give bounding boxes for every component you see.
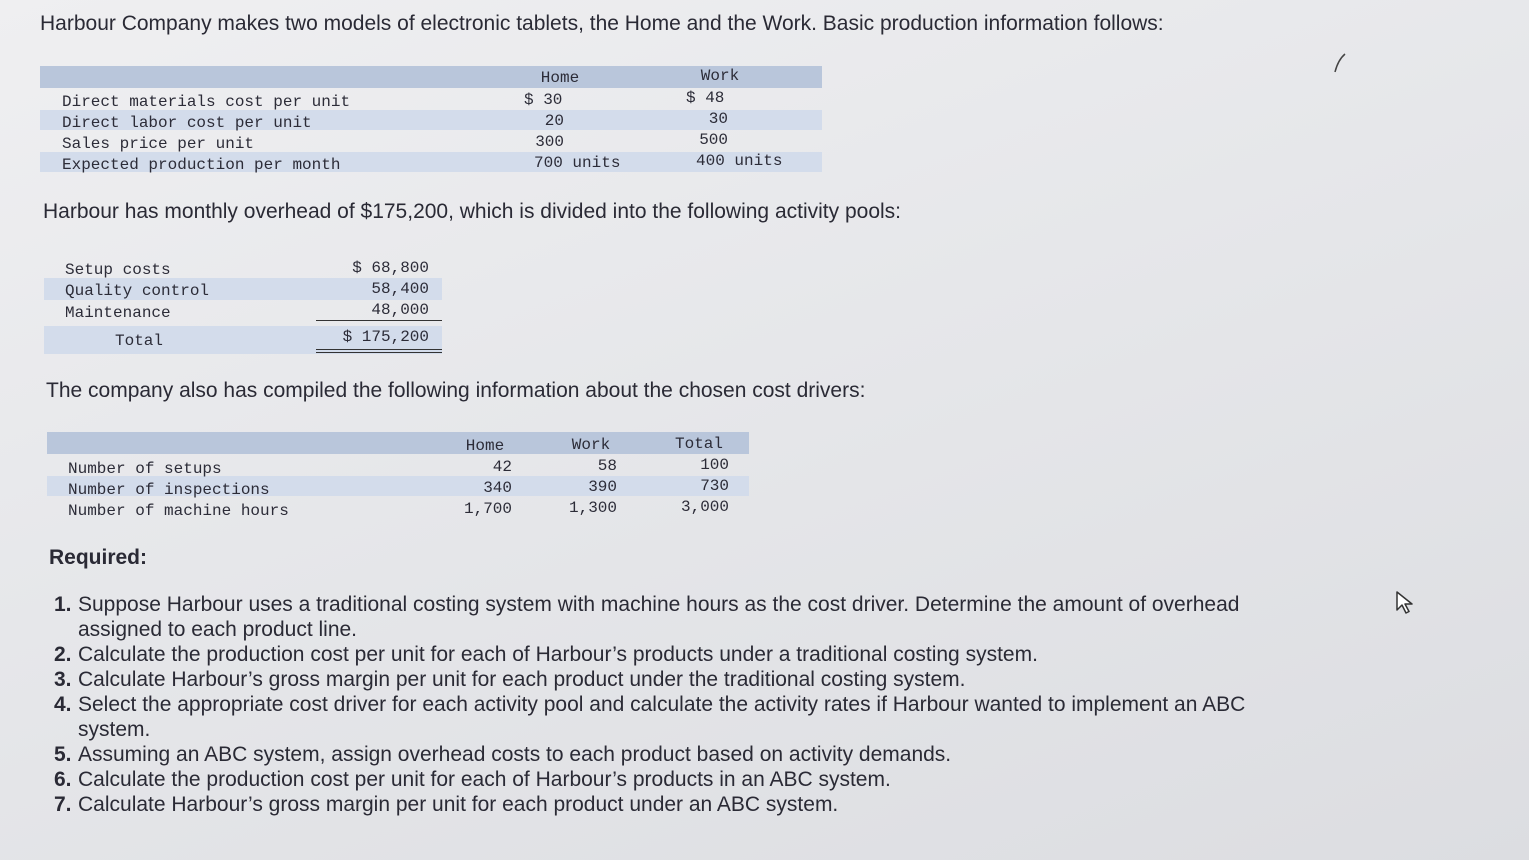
intro-text: Harbour Company makes two models of electronic tablets, the Home and the Work. Basic production information follows: [40,12,1164,35]
overhead-text: Harbour has monthly overhead of $175,200, which is divided into the following activity pools: [43,200,901,223]
cost-drivers-table [47,432,749,522]
required-list [54,592,1314,817]
work-value: 30 [708,110,728,128]
pool-label: Setup costs [65,261,171,279]
item-text: Calculate the production cost per unit for each of Harbour’s products under a traditional costing system. [78,643,1038,666]
work-value: 390 [588,478,617,496]
column-header-home: Home [540,69,580,87]
pool-label: Quality control [65,282,210,300]
total-value: 3,000 [680,498,729,516]
home-value: 42 [492,458,512,476]
home-value: 1,700 [463,500,512,518]
home-value: 20 [544,112,564,130]
item-number: 3. [54,668,72,691]
home-value: 700 units [534,154,621,172]
row-label: Number of setups [68,460,222,478]
list-item [54,792,1314,817]
total-value: 730 [700,477,729,495]
row-label: Sales price per unit [62,135,255,153]
pool-value: 58,400 [371,280,429,298]
list-item [54,742,1314,767]
drivers-text: The company also has compiled the following information about the chosen cost drivers: [46,379,866,402]
item-number: 7. [54,793,72,816]
total-double-rule [316,352,442,353]
pool-label: Maintenance [65,304,171,322]
row-label: Number of inspections [68,481,270,499]
required-heading: Required: [49,546,148,569]
column-header-work: Work [700,67,740,85]
work-value: 58 [597,457,617,475]
pen-mark-icon [1332,52,1348,81]
column-header-work: Work [571,436,611,454]
item-number: 1. [54,593,72,616]
item-number: 5. [54,743,72,766]
subtotal-rule [316,320,442,321]
pool-total-value: $ 175,200 [342,328,429,346]
mouse-pointer-icon [1395,590,1417,621]
row-label: Direct materials cost per unit [62,93,351,111]
home-value: 300 [535,133,564,151]
total-double-rule [316,349,442,350]
row-label: Direct labor cost per unit [62,114,312,132]
list-item [54,692,1314,742]
total-value: 100 [700,456,729,474]
work-value: 1,300 [568,499,617,517]
list-item [54,667,1314,692]
item-text: Calculate the production cost per unit for each of Harbour’s products in an ABC system. [78,768,891,791]
production-table [40,66,822,174]
row-label: Expected production per month [62,156,341,174]
pool-value: $ 68,800 [352,259,429,277]
pool-total-label: Total [115,332,164,350]
list-item [54,642,1314,667]
pool-value: 48,000 [371,301,429,319]
work-value: 400 units [696,152,783,170]
list-item [54,767,1314,792]
item-text: Calculate Harbour’s gross margin per unit for each product under the traditional costing system. [78,668,966,691]
item-text: Calculate Harbour’s gross margin per unit for each product under an ABC system. [78,793,839,816]
item-text: Suppose Harbour uses a traditional costing system with machine hours as the cost driver. Determine the amount of overhead assigned to each product line. [78,593,1240,641]
column-header-total: Total [674,435,723,453]
work-value: $ 48 [686,89,725,107]
drivers-table-header-bar [47,432,749,454]
home-value: 340 [483,479,512,497]
item-text: Assuming an ABC system, assign overhead costs to each product based on activity demands. [78,743,952,766]
item-number: 2. [54,643,72,666]
item-number: 4. [54,693,72,716]
row-label: Number of machine hours [68,502,289,520]
work-value: 500 [699,131,728,149]
item-text: Select the appropriate cost driver for each activity pool and calculate the activity rates if Harbour wanted to implement an ABC system. [78,693,1246,741]
home-value: $ 30 [524,91,563,109]
column-header-home: Home [465,437,505,455]
item-number: 6. [54,768,72,791]
activity-pools-table [44,256,444,356]
list-item [54,592,1314,642]
